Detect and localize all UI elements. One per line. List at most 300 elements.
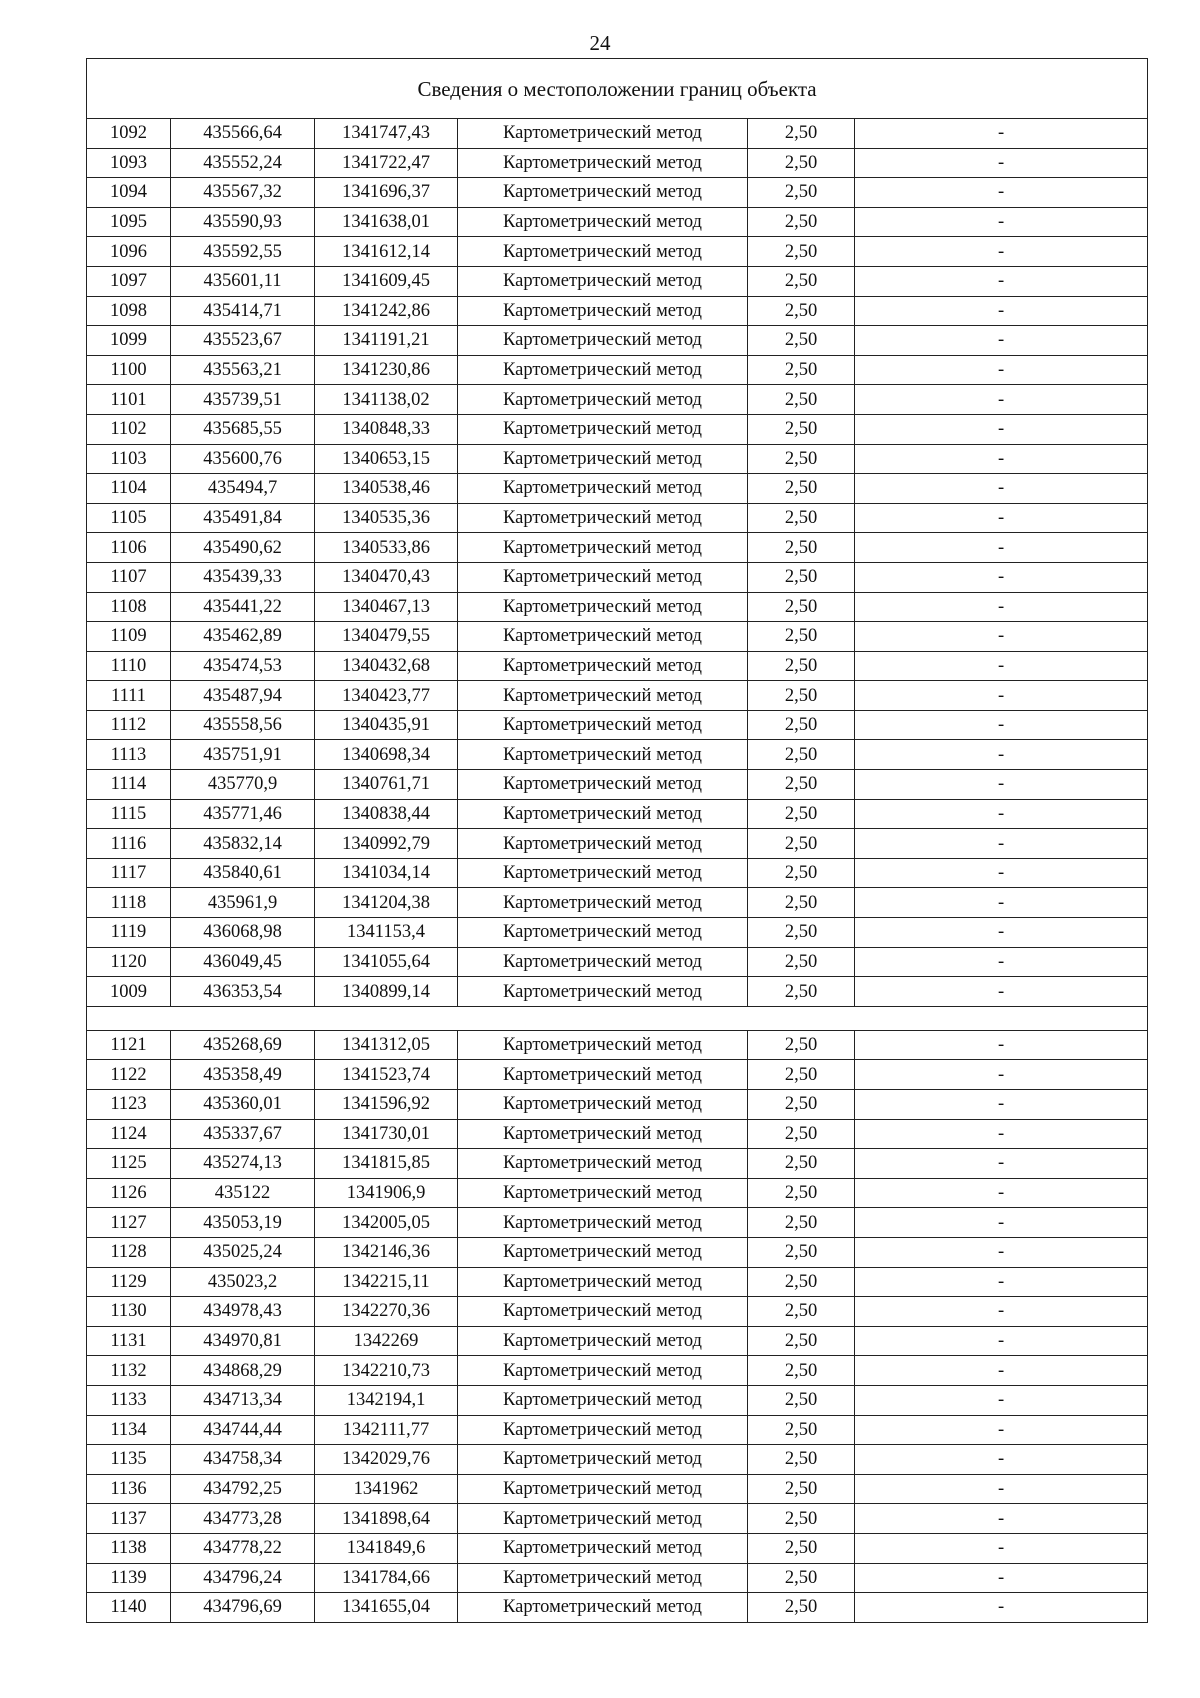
description-cell: -	[855, 1533, 1148, 1563]
description-cell: -	[855, 1474, 1148, 1504]
y-coordinate-cell: 1340423,77	[315, 681, 458, 711]
x-coordinate-cell: 435274,13	[171, 1149, 315, 1179]
method-cell: Картометрический метод	[458, 119, 748, 149]
table-row	[87, 710, 1148, 740]
y-coordinate-cell: 1341242,86	[315, 296, 458, 326]
x-coordinate-cell: 435337,67	[171, 1119, 315, 1149]
x-coordinate-cell: 435268,69	[171, 1030, 315, 1060]
y-coordinate-cell: 1340470,43	[315, 562, 458, 592]
accuracy-cell: 2,50	[748, 1119, 855, 1149]
description-cell: -	[855, 1149, 1148, 1179]
y-coordinate-cell: 1341312,05	[315, 1030, 458, 1060]
point-number-cell: 1139	[87, 1563, 171, 1593]
y-coordinate-cell: 1341906,9	[315, 1178, 458, 1208]
table-row	[87, 1208, 1148, 1238]
method-cell: Картометрический метод	[458, 1060, 748, 1090]
description-cell: -	[855, 681, 1148, 711]
method-cell: Картометрический метод	[458, 858, 748, 888]
table-row	[87, 1563, 1148, 1593]
y-coordinate-cell: 1341730,01	[315, 1119, 458, 1149]
table-row	[87, 1237, 1148, 1267]
table-row	[87, 1149, 1148, 1179]
method-cell: Картометрический метод	[458, 651, 748, 681]
y-coordinate-cell: 1340899,14	[315, 977, 458, 1007]
description-cell: -	[855, 444, 1148, 474]
x-coordinate-cell: 435832,14	[171, 829, 315, 859]
table-title-row	[87, 59, 1148, 119]
y-coordinate-cell: 1341962	[315, 1474, 458, 1504]
accuracy-cell: 2,50	[748, 1326, 855, 1356]
table-row	[87, 355, 1148, 385]
point-number-cell: 1115	[87, 799, 171, 829]
point-number-cell: 1111	[87, 681, 171, 711]
method-cell: Картометрический метод	[458, 1178, 748, 1208]
table-row	[87, 1060, 1148, 1090]
y-coordinate-cell: 1341153,4	[315, 918, 458, 948]
point-number-cell: 1102	[87, 414, 171, 444]
point-number-cell: 1097	[87, 266, 171, 296]
method-cell: Картометрический метод	[458, 1149, 748, 1179]
method-cell: Картометрический метод	[458, 296, 748, 326]
table-row	[87, 1267, 1148, 1297]
point-number-cell: 1009	[87, 977, 171, 1007]
accuracy-cell: 2,50	[748, 1563, 855, 1593]
description-cell: -	[855, 1415, 1148, 1445]
x-coordinate-cell: 435771,46	[171, 799, 315, 829]
table-row	[87, 1415, 1148, 1445]
method-cell: Картометрический метод	[458, 207, 748, 237]
x-coordinate-cell: 434773,28	[171, 1504, 315, 1534]
method-cell: Картометрический метод	[458, 533, 748, 563]
y-coordinate-cell: 1340435,91	[315, 710, 458, 740]
point-number-cell: 1118	[87, 888, 171, 918]
description-cell: -	[855, 651, 1148, 681]
y-coordinate-cell: 1342194,1	[315, 1385, 458, 1415]
y-coordinate-cell: 1340533,86	[315, 533, 458, 563]
y-coordinate-cell: 1341638,01	[315, 207, 458, 237]
method-cell: Картометрический метод	[458, 355, 748, 385]
accuracy-cell: 2,50	[748, 1267, 855, 1297]
accuracy-cell: 2,50	[748, 1593, 855, 1623]
point-number-cell: 1100	[87, 355, 171, 385]
method-cell: Картометрический метод	[458, 1533, 748, 1563]
point-number-cell: 1093	[87, 148, 171, 178]
accuracy-cell: 2,50	[748, 651, 855, 681]
accuracy-cell: 2,50	[748, 414, 855, 444]
y-coordinate-cell: 1342270,36	[315, 1297, 458, 1327]
y-coordinate-cell: 1342210,73	[315, 1356, 458, 1386]
table-row	[87, 947, 1148, 977]
y-coordinate-cell: 1341655,04	[315, 1593, 458, 1623]
accuracy-cell: 2,50	[748, 207, 855, 237]
description-cell: -	[855, 622, 1148, 652]
y-coordinate-cell: 1341722,47	[315, 148, 458, 178]
table-row	[87, 829, 1148, 859]
description-cell: -	[855, 918, 1148, 948]
table-row	[87, 918, 1148, 948]
method-cell: Картометрический метод	[458, 1474, 748, 1504]
table-row	[87, 977, 1148, 1007]
table-row	[87, 858, 1148, 888]
table-row	[87, 237, 1148, 267]
table-row	[87, 740, 1148, 770]
accuracy-cell: 2,50	[748, 1415, 855, 1445]
x-coordinate-cell: 434796,24	[171, 1563, 315, 1593]
description-cell: -	[855, 977, 1148, 1007]
description-cell: -	[855, 829, 1148, 859]
description-cell: -	[855, 1563, 1148, 1593]
description-cell: -	[855, 474, 1148, 504]
accuracy-cell: 2,50	[748, 710, 855, 740]
method-cell: Картометрический метод	[458, 503, 748, 533]
method-cell: Картометрический метод	[458, 1415, 748, 1445]
x-coordinate-cell: 434758,34	[171, 1445, 315, 1475]
accuracy-cell: 2,50	[748, 1504, 855, 1534]
table-row	[87, 562, 1148, 592]
point-number-cell: 1103	[87, 444, 171, 474]
accuracy-cell: 2,50	[748, 385, 855, 415]
accuracy-cell: 2,50	[748, 918, 855, 948]
y-coordinate-cell: 1342215,11	[315, 1267, 458, 1297]
point-number-cell: 1106	[87, 533, 171, 563]
accuracy-cell: 2,50	[748, 119, 855, 149]
y-coordinate-cell: 1341523,74	[315, 1060, 458, 1090]
accuracy-cell: 2,50	[748, 1030, 855, 1060]
accuracy-cell: 2,50	[748, 1297, 855, 1327]
description-cell: -	[855, 237, 1148, 267]
description-cell: -	[855, 1237, 1148, 1267]
page-number: 24	[589, 31, 611, 55]
table-row	[87, 414, 1148, 444]
table-row	[87, 799, 1148, 829]
point-number-cell: 1117	[87, 858, 171, 888]
method-cell: Картометрический метод	[458, 622, 748, 652]
description-cell: -	[855, 207, 1148, 237]
method-cell: Картометрический метод	[458, 1504, 748, 1534]
x-coordinate-cell: 435122	[171, 1178, 315, 1208]
x-coordinate-cell: 435441,22	[171, 592, 315, 622]
point-number-cell: 1104	[87, 474, 171, 504]
accuracy-cell: 2,50	[748, 799, 855, 829]
description-cell: -	[855, 710, 1148, 740]
accuracy-cell: 2,50	[748, 1356, 855, 1386]
table-row	[87, 207, 1148, 237]
accuracy-cell: 2,50	[748, 592, 855, 622]
y-coordinate-cell: 1340538,46	[315, 474, 458, 504]
table-row	[87, 1090, 1148, 1120]
method-cell: Картометрический метод	[458, 770, 748, 800]
description-cell: -	[855, 1445, 1148, 1475]
x-coordinate-cell: 435439,33	[171, 562, 315, 592]
method-cell: Картометрический метод	[458, 1297, 748, 1327]
point-number-cell: 1092	[87, 119, 171, 149]
description-cell: -	[855, 326, 1148, 356]
accuracy-cell: 2,50	[748, 474, 855, 504]
table-row	[87, 1533, 1148, 1563]
point-number-cell: 1138	[87, 1533, 171, 1563]
point-number-cell: 1129	[87, 1267, 171, 1297]
table-row	[87, 148, 1148, 178]
accuracy-cell: 2,50	[748, 533, 855, 563]
description-cell: -	[855, 1030, 1148, 1060]
x-coordinate-cell: 435770,9	[171, 770, 315, 800]
table-row	[87, 178, 1148, 208]
accuracy-cell: 2,50	[748, 503, 855, 533]
description-cell: -	[855, 740, 1148, 770]
x-coordinate-cell: 434978,43	[171, 1297, 315, 1327]
x-coordinate-cell: 435025,24	[171, 1237, 315, 1267]
point-number-cell: 1130	[87, 1297, 171, 1327]
table-row	[87, 119, 1148, 149]
description-cell: -	[855, 148, 1148, 178]
description-cell: -	[855, 1119, 1148, 1149]
point-number-cell: 1101	[87, 385, 171, 415]
table-row	[87, 474, 1148, 504]
table-row	[87, 622, 1148, 652]
x-coordinate-cell: 435566,64	[171, 119, 315, 149]
method-cell: Картометрический метод	[458, 444, 748, 474]
contour-separator-row	[87, 1006, 1148, 1030]
description-cell: -	[855, 355, 1148, 385]
y-coordinate-cell: 1341849,6	[315, 1533, 458, 1563]
table-row	[87, 1593, 1148, 1623]
y-coordinate-cell: 1342005,05	[315, 1208, 458, 1238]
point-number-cell: 1124	[87, 1119, 171, 1149]
y-coordinate-cell: 1341609,45	[315, 266, 458, 296]
point-number-cell: 1094	[87, 178, 171, 208]
y-coordinate-cell: 1340698,34	[315, 740, 458, 770]
accuracy-cell: 2,50	[748, 1090, 855, 1120]
accuracy-cell: 2,50	[748, 740, 855, 770]
point-number-cell: 1105	[87, 503, 171, 533]
table-row	[87, 266, 1148, 296]
y-coordinate-cell: 1341612,14	[315, 237, 458, 267]
method-cell: Картометрический метод	[458, 237, 748, 267]
y-coordinate-cell: 1340432,68	[315, 651, 458, 681]
method-cell: Картометрический метод	[458, 1385, 748, 1415]
boundary-coordinates-table	[86, 58, 1148, 1623]
x-coordinate-cell: 435590,93	[171, 207, 315, 237]
method-cell: Картометрический метод	[458, 1030, 748, 1060]
x-coordinate-cell: 435840,61	[171, 858, 315, 888]
x-coordinate-cell: 435523,67	[171, 326, 315, 356]
accuracy-cell: 2,50	[748, 237, 855, 267]
point-number-cell: 1113	[87, 740, 171, 770]
description-cell: -	[855, 266, 1148, 296]
x-coordinate-cell: 434868,29	[171, 1356, 315, 1386]
y-coordinate-cell: 1340467,13	[315, 592, 458, 622]
x-coordinate-cell: 435360,01	[171, 1090, 315, 1120]
x-coordinate-cell: 435490,62	[171, 533, 315, 563]
description-cell: -	[855, 947, 1148, 977]
accuracy-cell: 2,50	[748, 1149, 855, 1179]
y-coordinate-cell: 1341191,21	[315, 326, 458, 356]
y-coordinate-cell: 1340535,36	[315, 503, 458, 533]
y-coordinate-cell: 1342269	[315, 1326, 458, 1356]
x-coordinate-cell: 435023,2	[171, 1267, 315, 1297]
accuracy-cell: 2,50	[748, 326, 855, 356]
description-cell: -	[855, 562, 1148, 592]
y-coordinate-cell: 1341747,43	[315, 119, 458, 149]
point-number-cell: 1137	[87, 1504, 171, 1534]
description-cell: -	[855, 1297, 1148, 1327]
x-coordinate-cell: 435552,24	[171, 148, 315, 178]
accuracy-cell: 2,50	[748, 1178, 855, 1208]
x-coordinate-cell: 435563,21	[171, 355, 315, 385]
method-cell: Картометрический метод	[458, 977, 748, 1007]
table-row	[87, 1504, 1148, 1534]
table-row	[87, 296, 1148, 326]
y-coordinate-cell: 1340848,33	[315, 414, 458, 444]
point-number-cell: 1127	[87, 1208, 171, 1238]
x-coordinate-cell: 435494,7	[171, 474, 315, 504]
table-row	[87, 1326, 1148, 1356]
table-row	[87, 444, 1148, 474]
x-coordinate-cell: 435592,55	[171, 237, 315, 267]
point-number-cell: 1119	[87, 918, 171, 948]
description-cell: -	[855, 1208, 1148, 1238]
table-row	[87, 1356, 1148, 1386]
accuracy-cell: 2,50	[748, 266, 855, 296]
y-coordinate-cell: 1340653,15	[315, 444, 458, 474]
table-row	[87, 1474, 1148, 1504]
point-number-cell: 1121	[87, 1030, 171, 1060]
method-cell: Картометрический метод	[458, 148, 748, 178]
method-cell: Картометрический метод	[458, 681, 748, 711]
x-coordinate-cell: 435491,84	[171, 503, 315, 533]
accuracy-cell: 2,50	[748, 296, 855, 326]
method-cell: Картометрический метод	[458, 474, 748, 504]
description-cell: -	[855, 1090, 1148, 1120]
method-cell: Картометрический метод	[458, 1208, 748, 1238]
point-number-cell: 1109	[87, 622, 171, 652]
x-coordinate-cell: 436049,45	[171, 947, 315, 977]
table-title: Сведения о местоположении границ объекта	[87, 59, 1148, 119]
method-cell: Картометрический метод	[458, 1090, 748, 1120]
method-cell: Картометрический метод	[458, 1326, 748, 1356]
method-cell: Картометрический метод	[458, 1356, 748, 1386]
description-cell: -	[855, 858, 1148, 888]
description-cell: -	[855, 799, 1148, 829]
description-cell: -	[855, 1385, 1148, 1415]
point-number-cell: 1120	[87, 947, 171, 977]
description-cell: -	[855, 1060, 1148, 1090]
table-row	[87, 1445, 1148, 1475]
point-number-cell: 1098	[87, 296, 171, 326]
table-row	[87, 1385, 1148, 1415]
y-coordinate-cell: 1340761,71	[315, 770, 458, 800]
method-cell: Картометрический метод	[458, 829, 748, 859]
method-cell: Картометрический метод	[458, 947, 748, 977]
description-cell: -	[855, 296, 1148, 326]
method-cell: Картометрический метод	[458, 414, 748, 444]
point-number-cell: 1136	[87, 1474, 171, 1504]
x-coordinate-cell: 435685,55	[171, 414, 315, 444]
accuracy-cell: 2,50	[748, 829, 855, 859]
description-cell: -	[855, 178, 1148, 208]
y-coordinate-cell: 1340838,44	[315, 799, 458, 829]
point-number-cell: 1110	[87, 651, 171, 681]
description-cell: -	[855, 1593, 1148, 1623]
method-cell: Картометрический метод	[458, 178, 748, 208]
accuracy-cell: 2,50	[748, 178, 855, 208]
table-row	[87, 385, 1148, 415]
point-number-cell: 1125	[87, 1149, 171, 1179]
x-coordinate-cell: 435474,53	[171, 651, 315, 681]
x-coordinate-cell: 435601,11	[171, 266, 315, 296]
description-cell: -	[855, 385, 1148, 415]
method-cell: Картометрический метод	[458, 710, 748, 740]
point-number-cell: 1114	[87, 770, 171, 800]
method-cell: Картометрический метод	[458, 562, 748, 592]
method-cell: Картометрический метод	[458, 1445, 748, 1475]
point-number-cell: 1122	[87, 1060, 171, 1090]
method-cell: Картометрический метод	[458, 1237, 748, 1267]
table-row	[87, 1119, 1148, 1149]
x-coordinate-cell: 435487,94	[171, 681, 315, 711]
point-number-cell: 1107	[87, 562, 171, 592]
point-number-cell: 1126	[87, 1178, 171, 1208]
point-number-cell: 1133	[87, 1385, 171, 1415]
accuracy-cell: 2,50	[748, 858, 855, 888]
accuracy-cell: 2,50	[748, 444, 855, 474]
y-coordinate-cell: 1341034,14	[315, 858, 458, 888]
y-coordinate-cell: 1341898,64	[315, 1504, 458, 1534]
method-cell: Картометрический метод	[458, 326, 748, 356]
accuracy-cell: 2,50	[748, 1385, 855, 1415]
point-number-cell: 1135	[87, 1445, 171, 1475]
accuracy-cell: 2,50	[748, 947, 855, 977]
y-coordinate-cell: 1340479,55	[315, 622, 458, 652]
y-coordinate-cell: 1341696,37	[315, 178, 458, 208]
description-cell: -	[855, 533, 1148, 563]
x-coordinate-cell: 435462,89	[171, 622, 315, 652]
y-coordinate-cell: 1341055,64	[315, 947, 458, 977]
x-coordinate-cell: 435600,76	[171, 444, 315, 474]
description-cell: -	[855, 592, 1148, 622]
y-coordinate-cell: 1342029,76	[315, 1445, 458, 1475]
method-cell: Картометрический метод	[458, 266, 748, 296]
y-coordinate-cell: 1340992,79	[315, 829, 458, 859]
method-cell: Картометрический метод	[458, 888, 748, 918]
table-row	[87, 1030, 1148, 1060]
table-row	[87, 1178, 1148, 1208]
accuracy-cell: 2,50	[748, 1474, 855, 1504]
description-cell: -	[855, 1267, 1148, 1297]
accuracy-cell: 2,50	[748, 1237, 855, 1267]
description-cell: -	[855, 1504, 1148, 1534]
table-row	[87, 503, 1148, 533]
table-row	[87, 651, 1148, 681]
description-cell: -	[855, 888, 1148, 918]
accuracy-cell: 2,50	[748, 1533, 855, 1563]
description-cell: -	[855, 119, 1148, 149]
x-coordinate-cell: 435961,9	[171, 888, 315, 918]
x-coordinate-cell: 434778,22	[171, 1533, 315, 1563]
accuracy-cell: 2,50	[748, 148, 855, 178]
method-cell: Картометрический метод	[458, 1593, 748, 1623]
point-number-cell: 1116	[87, 829, 171, 859]
point-number-cell: 1108	[87, 592, 171, 622]
x-coordinate-cell: 435739,51	[171, 385, 315, 415]
method-cell: Картометрический метод	[458, 592, 748, 622]
point-number-cell: 1140	[87, 1593, 171, 1623]
y-coordinate-cell: 1341784,66	[315, 1563, 458, 1593]
accuracy-cell: 2,50	[748, 622, 855, 652]
x-coordinate-cell: 435358,49	[171, 1060, 315, 1090]
x-coordinate-cell: 434970,81	[171, 1326, 315, 1356]
x-coordinate-cell: 434744,44	[171, 1415, 315, 1445]
